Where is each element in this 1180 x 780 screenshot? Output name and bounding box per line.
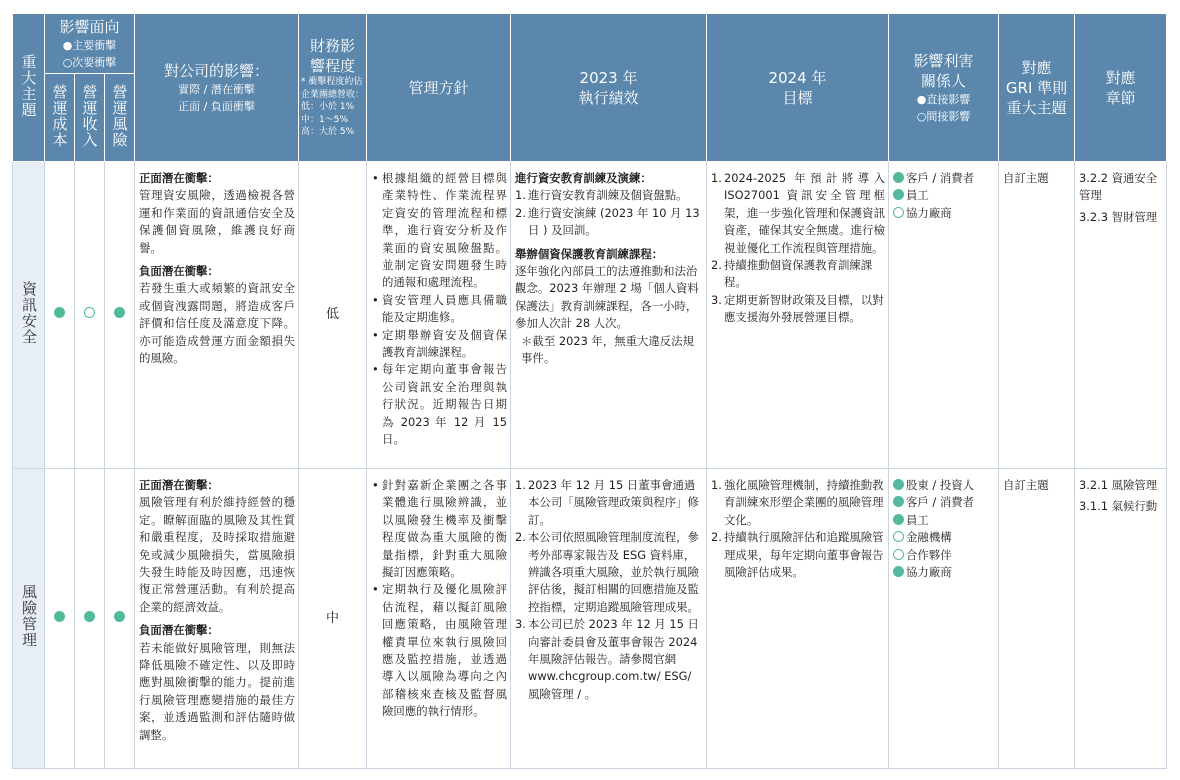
gri-cell: 自訂主題 <box>999 162 1075 469</box>
header-impact-direction: 影響面向 ●主要衝擊 ○次要衝擊 <box>45 14 135 74</box>
negative-impact-text: 若發生重大或頻繁的資訊安全或個資洩露問題，將造成客戶評價和信任度及滿意度下降。亦可能造成營運方面金額損失的風險。 <box>139 281 296 366</box>
impact-dot-revenue <box>84 611 95 622</box>
impact-dot-revenue <box>84 307 95 318</box>
negative-impact-text: 若未能做好風險管理，則無法降低風險不確定性、以及即時應對風險衝擊的能力。提前進行風險管理應變措施的最佳方案，並透過監測和評估隨時做調整。 <box>139 640 296 742</box>
policy-item: • 定期執行及優化風險評估流程，藉以擬訂風險回應策略，由風險管理權責單位來執行風險回應及監控措施，並透過導入以風險為導向之內部稽核來查核及監督風險回應的執行情形。 <box>371 581 507 720</box>
performance-item: 1. 2023 年 12 月 15 日董事會通過本公司「風險管理政策與程序」修訂。 <box>515 478 699 527</box>
direct-impact-icon <box>893 566 904 577</box>
performance-item: 2. 本公司依照風險管理制度流程，參考外部專家報告及 ESG 資料庫，辨識各項重大風險，並於執行風險評估後，擬訂相關的回應措施及監控指標，定期追蹤風險管理成果。 <box>515 530 699 614</box>
stakeholder-item: 合作夥伴 <box>893 547 995 564</box>
target-item: 2. 持續執行風險評估和追蹤風險管理成果，每年定期向董事會報告風險評估成果。 <box>711 530 884 580</box>
negative-impact-title: 負面潛在衝擊： <box>139 264 219 279</box>
stakeholders-cell <box>889 162 999 469</box>
impact-dot-risk <box>114 611 125 622</box>
policy-cell <box>367 469 511 769</box>
stakeholder-item: 股東 / 投資人 <box>893 477 995 494</box>
stakeholder-item: 金融機構 <box>893 529 995 546</box>
policy-item: • 定期舉辦資安及個資保護教育訓練課程。 <box>371 327 507 362</box>
header-financial: 財務影 響程度 * 衝擊程度約佔企業團總營收：低：小於 1% 中：1～5% 高：大於 5% <box>299 14 367 162</box>
target-item: 2. 持續推動個資保護教育訓練課程。 <box>711 258 873 290</box>
performance-heading: 舉辦個資保護教育訓練課程： <box>515 246 664 261</box>
chapter-link[interactable]: 3.1.1 氣候行動 <box>1079 499 1158 514</box>
topic-cell: 風險管理 <box>13 469 45 769</box>
target-item: 1. 2024-2025 年預計將導入 ISO27001 資訊安全管理框架，進一步強化管理和保護資訊資產，確保其安全無虞。進行檢視並優化工作流程與管理措施。 <box>711 171 886 255</box>
impact-dot-cost <box>54 307 65 318</box>
topic-cell: 資訊安全 <box>13 162 45 469</box>
chapter-cell <box>1075 162 1167 469</box>
stakeholder-item: 客戶 / 消費者 <box>893 494 995 511</box>
indirect-impact-icon <box>893 207 904 218</box>
stakeholder-item: 員工 <box>893 187 995 204</box>
target-cell <box>707 162 889 469</box>
table-row <box>13 162 1167 469</box>
financial-degree: 中 <box>299 469 367 769</box>
header-stakeholders: 影響利害 關係人 ●直接影響 ○間接影響 <box>889 14 999 162</box>
impact-dot-risk <box>114 307 125 318</box>
stakeholder-item: 協力廠商 <box>893 564 995 581</box>
positive-impact-text: 管理資安風險，透過檢視各營運和作業面的資訊通信安全及保護個資風險，維護良好商譽。 <box>139 188 296 255</box>
header-operating-cost: 營運成本 <box>45 74 75 162</box>
performance-item: 3. 本公司已於 2023 年 12 月 15 日向審計委員會及董事會報告 2024 年風險評估報告。請參閱官網 www.chcgroup.com.tw/ ESG/ 風險管理 / 。 <box>515 617 699 701</box>
chapter-cell <box>1075 469 1167 769</box>
direct-impact-icon <box>893 479 904 490</box>
policy-cell <box>367 162 511 469</box>
policy-item: • 針對嘉新企業團之各事業體進行風險辨識，並以風險發生機率及衝擊程度做為重大風險的衡量指標，針對重大風險擬訂因應策略。 <box>371 477 507 581</box>
gri-cell: 自訂主題 <box>999 469 1075 769</box>
negative-impact-title: 負面潛在衝擊： <box>139 623 219 638</box>
header-operating-risk: 營運風險 <box>105 74 135 162</box>
policy-item: • 根據組織的經營目標與產業特性、作業流程界定資安的管理流程和標準，進行資安分析及作業面的資安風險盤點。並制定資安問題發生時的通報和處理流程。 <box>371 170 507 292</box>
performance-note: ＊截至 2023 年，無重大違反法規事件。 <box>521 333 694 366</box>
table-row <box>13 469 1167 769</box>
direct-impact-icon <box>893 496 904 507</box>
impact-dot-cost <box>54 611 65 622</box>
header-performance: 2023 年 執行績效 <box>511 14 707 162</box>
chapter-link[interactable]: 3.2.3 智財管理 <box>1079 209 1158 224</box>
stakeholders-cell <box>889 469 999 769</box>
header-chapter: 對應 章節 <box>1075 14 1167 162</box>
positive-impact-title: 正面潛在衝擊： <box>139 171 219 185</box>
chapter-link[interactable]: 3.2.2 資通安全管理 <box>1079 171 1158 203</box>
header-company-impact: 對公司的影響： 實際 / 潛在衝擊 正面 / 負面衝擊 <box>135 14 299 162</box>
material-topics-table <box>12 13 1167 769</box>
target-cell <box>707 469 889 769</box>
positive-impact-title: 正面潛在衝擊： <box>139 478 219 492</box>
header-topic: 重大主題 <box>13 14 45 162</box>
company-impact-cell <box>135 162 299 469</box>
header-gri: 對應 GRI 準則 重大主題 <box>999 14 1075 162</box>
policy-item: • 每年定期向董事會報告公司資訊安全治理與執行狀況。近期報告日期為 2023 年 12 月 15 日。 <box>371 361 507 448</box>
direct-impact-icon <box>893 189 904 200</box>
policy-item: • 資安管理人員應具備職能及定期進修。 <box>371 292 507 327</box>
performance-heading: 進行資安教育訓練及演練： <box>515 171 652 185</box>
target-item: 3. 定期更新智財政策及目標，以對應支援海外發展營運目標。 <box>711 292 884 325</box>
stakeholder-item: 客戶 / 消費者 <box>893 170 995 187</box>
financial-degree: 低 <box>299 162 367 469</box>
header-policy: 管理方針 <box>367 14 511 162</box>
stakeholder-item: 協力廠商 <box>893 205 995 222</box>
chapter-link[interactable]: 3.2.1 風險管理 <box>1079 478 1158 492</box>
performance-item: 1. 進行資安教育訓練及個資盤點。 <box>515 188 688 203</box>
header-target: 2024 年 目標 <box>707 14 889 162</box>
positive-impact-text: 風險管理有利於維持經營的穩定。瞭解面臨的風險及其性質和嚴重程度，及時採取措施避免或減少風險損失，當風險損失發生時能及時因應，迅速恢復正常營運活動。有利於提高企業的經濟效益。 <box>139 495 296 614</box>
header-operating-revenue: 營運收入 <box>75 74 105 162</box>
direct-impact-icon <box>893 172 904 183</box>
target-item: 1. 強化風險管理機制，持續推動教育訓練來形塑企業團的風險管理文化。 <box>711 478 884 527</box>
indirect-impact-icon <box>893 549 904 560</box>
company-impact-cell <box>135 469 299 769</box>
stakeholder-item: 員工 <box>893 512 995 529</box>
direct-impact-icon <box>893 514 904 525</box>
performance-item: 2. 進行資安演練 (2023 年 10 月 13 日 ) 及回訓。 <box>515 205 700 238</box>
performance-text: 逐年強化內部員工的法遵推動和法治觀念。2023 年辦理 2 場「個人資料保護法」教育訓練課程，各一小時，參加人次計 28 人次。 <box>515 264 699 331</box>
performance-cell <box>511 162 707 469</box>
indirect-impact-icon <box>893 531 904 542</box>
performance-cell <box>511 469 707 769</box>
